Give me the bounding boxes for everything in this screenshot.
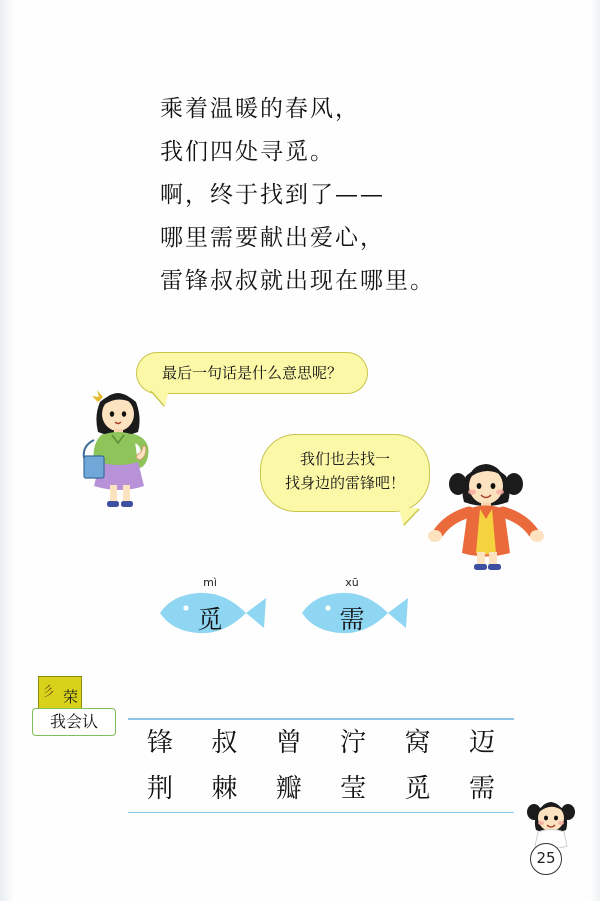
character-table <box>128 718 514 813</box>
table-cell: 窝 <box>404 727 431 758</box>
poem-line: 啊，终于找到了—— <box>160 182 385 208</box>
bubble-tail <box>151 390 169 406</box>
table-cell: 莹 <box>340 773 367 804</box>
table-cell: 迈 <box>468 727 495 758</box>
speech-bubble-right-line2: 找身边的雷锋吧！ <box>284 474 405 492</box>
speech-bubble-left-text: 最后一句话是什么意思呢？ <box>161 364 342 382</box>
fish-word-cards <box>150 576 430 646</box>
table-cell: 瓣 <box>275 773 302 804</box>
table-cell: 叔 <box>211 727 238 758</box>
table-cell: 曾 <box>275 727 302 758</box>
fish-card-character: 需 <box>339 605 365 634</box>
fish-card-pinyin: xū <box>345 576 359 589</box>
bubble-tail <box>399 508 419 525</box>
fish-card-pinyin: mì <box>203 576 217 589</box>
table-cell: 觅 <box>404 773 431 804</box>
fish-card-character: 觅 <box>197 605 223 634</box>
poem-line: 我们四处寻觅。 <box>160 139 335 165</box>
table-cell: 棘 <box>211 773 238 804</box>
table-row <box>128 766 514 812</box>
table-rule-bottom <box>128 812 514 814</box>
table-cell: 泞 <box>340 727 367 758</box>
girl-with-orange-coat-illustration <box>422 452 552 577</box>
recognize-badge <box>32 676 116 738</box>
seal-character: 荣 <box>62 688 78 706</box>
speech-bubble-right <box>260 434 430 512</box>
table-row <box>128 720 514 766</box>
page-number: 25 <box>530 843 562 875</box>
table-cell: 需 <box>468 773 495 804</box>
poem-line: 乘着温暖的春风， <box>160 96 360 122</box>
speech-bubble-left <box>136 352 368 394</box>
poem-line: 雷锋叔叔就出现在哪里。 <box>160 268 435 294</box>
table-cell: 锋 <box>146 727 173 758</box>
seal-scribble: 彡 <box>40 683 56 701</box>
recognize-label: 我会认 <box>32 708 116 736</box>
speech-bubble-right-line1: 我们也去找一 <box>299 450 390 468</box>
poem-line: 哪里需要献出爱心， <box>160 225 385 251</box>
poem-block <box>160 88 500 303</box>
seal-stamp-icon <box>38 676 82 710</box>
fish-card-xu <box>292 576 412 644</box>
fish-card-mi <box>150 576 270 644</box>
table-cell: 荆 <box>146 773 173 804</box>
